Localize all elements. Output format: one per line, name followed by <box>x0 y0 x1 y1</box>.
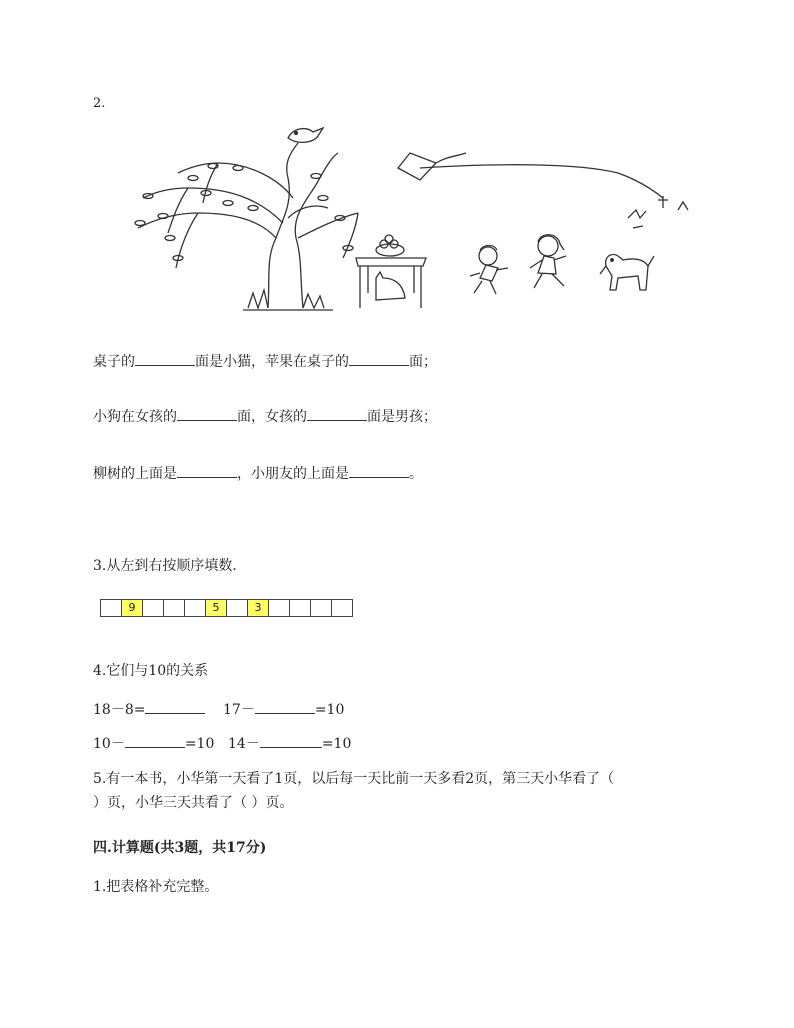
q2-line2-text-a: 小狗在女孩的 <box>93 409 177 425</box>
sequence-cell[interactable] <box>289 599 311 617</box>
q2-line3-text-c: 。 <box>409 466 423 482</box>
q2-line1-text-b: 面是小猫，苹果在桌子的 <box>195 354 349 370</box>
sequence-cell-given: 3 <box>247 599 269 617</box>
answer-blank[interactable] <box>349 353 409 366</box>
q3-prompt: 3.从左到右按顺序填数. <box>93 558 237 574</box>
q4-row-2 <box>93 735 214 753</box>
scene-illustration <box>118 118 708 333</box>
section-4-item-1: 1.把表格补充完整。 <box>93 879 219 895</box>
answer-blank[interactable] <box>255 701 315 714</box>
q4-expr-text: =10 <box>184 736 215 752</box>
q2-line2-text-b: 面，女孩的 <box>237 409 307 425</box>
q2-line3-text-a: 柳树的上面是 <box>93 466 177 482</box>
answer-blank[interactable] <box>135 353 195 366</box>
sequence-cell[interactable] <box>268 599 290 617</box>
willow-tree-drawing <box>135 143 358 310</box>
q4-row-1 <box>93 701 205 719</box>
q4-expr-text: 17－ <box>223 702 255 718</box>
answer-blank[interactable] <box>145 701 205 714</box>
answer-blank[interactable] <box>177 465 237 478</box>
answer-blank[interactable] <box>349 465 409 478</box>
q4-expr-text: =10 <box>321 736 352 752</box>
q4-expr-text: 14－ <box>228 736 260 752</box>
answer-blank[interactable] <box>125 735 185 748</box>
q2-line1-text-a: 桌子的 <box>93 354 135 370</box>
sequence-cell[interactable] <box>184 599 206 617</box>
q4-expr-text: 18－8= <box>93 702 146 718</box>
cat-drawing <box>376 272 405 300</box>
q4-prompt: 4.它们与10的关系 <box>93 663 209 679</box>
sequence-cell[interactable] <box>310 599 332 617</box>
question-2-number: 2. <box>93 96 106 111</box>
q2-line-1 <box>93 353 437 371</box>
q5-line-2: ）页，小华三天共看了（ ）页。 <box>93 795 294 811</box>
q5-line-1: 5.有一本书，小华第一天看了1页，以后每一天比前一天多看2页，第三天小华看了（ <box>93 771 615 787</box>
sequence-cell[interactable] <box>142 599 164 617</box>
girl-drawing <box>530 235 566 288</box>
sequence-cell[interactable] <box>226 599 248 617</box>
section-heading: 四.计算题(共3题，共17分) <box>93 840 267 856</box>
answer-blank[interactable] <box>307 408 367 421</box>
sequence-cell-given: 5 <box>205 599 227 617</box>
q2-line2-text-c: 面是男孩； <box>367 409 437 425</box>
q2-line1-text-c: 面； <box>409 354 437 370</box>
answer-blank[interactable] <box>177 408 237 421</box>
boy-drawing <box>470 246 508 295</box>
q2-line-2 <box>93 408 437 426</box>
number-sequence-grid <box>101 599 353 617</box>
kite-drawing <box>398 153 688 228</box>
answer-blank[interactable] <box>260 735 322 748</box>
q4-row-1b <box>223 701 344 719</box>
sequence-cell[interactable] <box>331 599 353 617</box>
sequence-cell[interactable] <box>100 599 122 617</box>
table-drawing <box>356 235 426 308</box>
q2-line-3 <box>93 465 423 483</box>
bird-drawing <box>288 128 323 142</box>
q2-line3-text-b: ，小朋友的上面是 <box>237 466 349 482</box>
q4-expr-text: =10 <box>314 702 345 718</box>
q4-expr-text: 10－ <box>93 736 125 752</box>
q4-row-2b <box>228 735 351 753</box>
dog-drawing <box>600 254 654 290</box>
sequence-cell[interactable] <box>163 599 185 617</box>
sequence-cell-given: 9 <box>121 599 143 617</box>
